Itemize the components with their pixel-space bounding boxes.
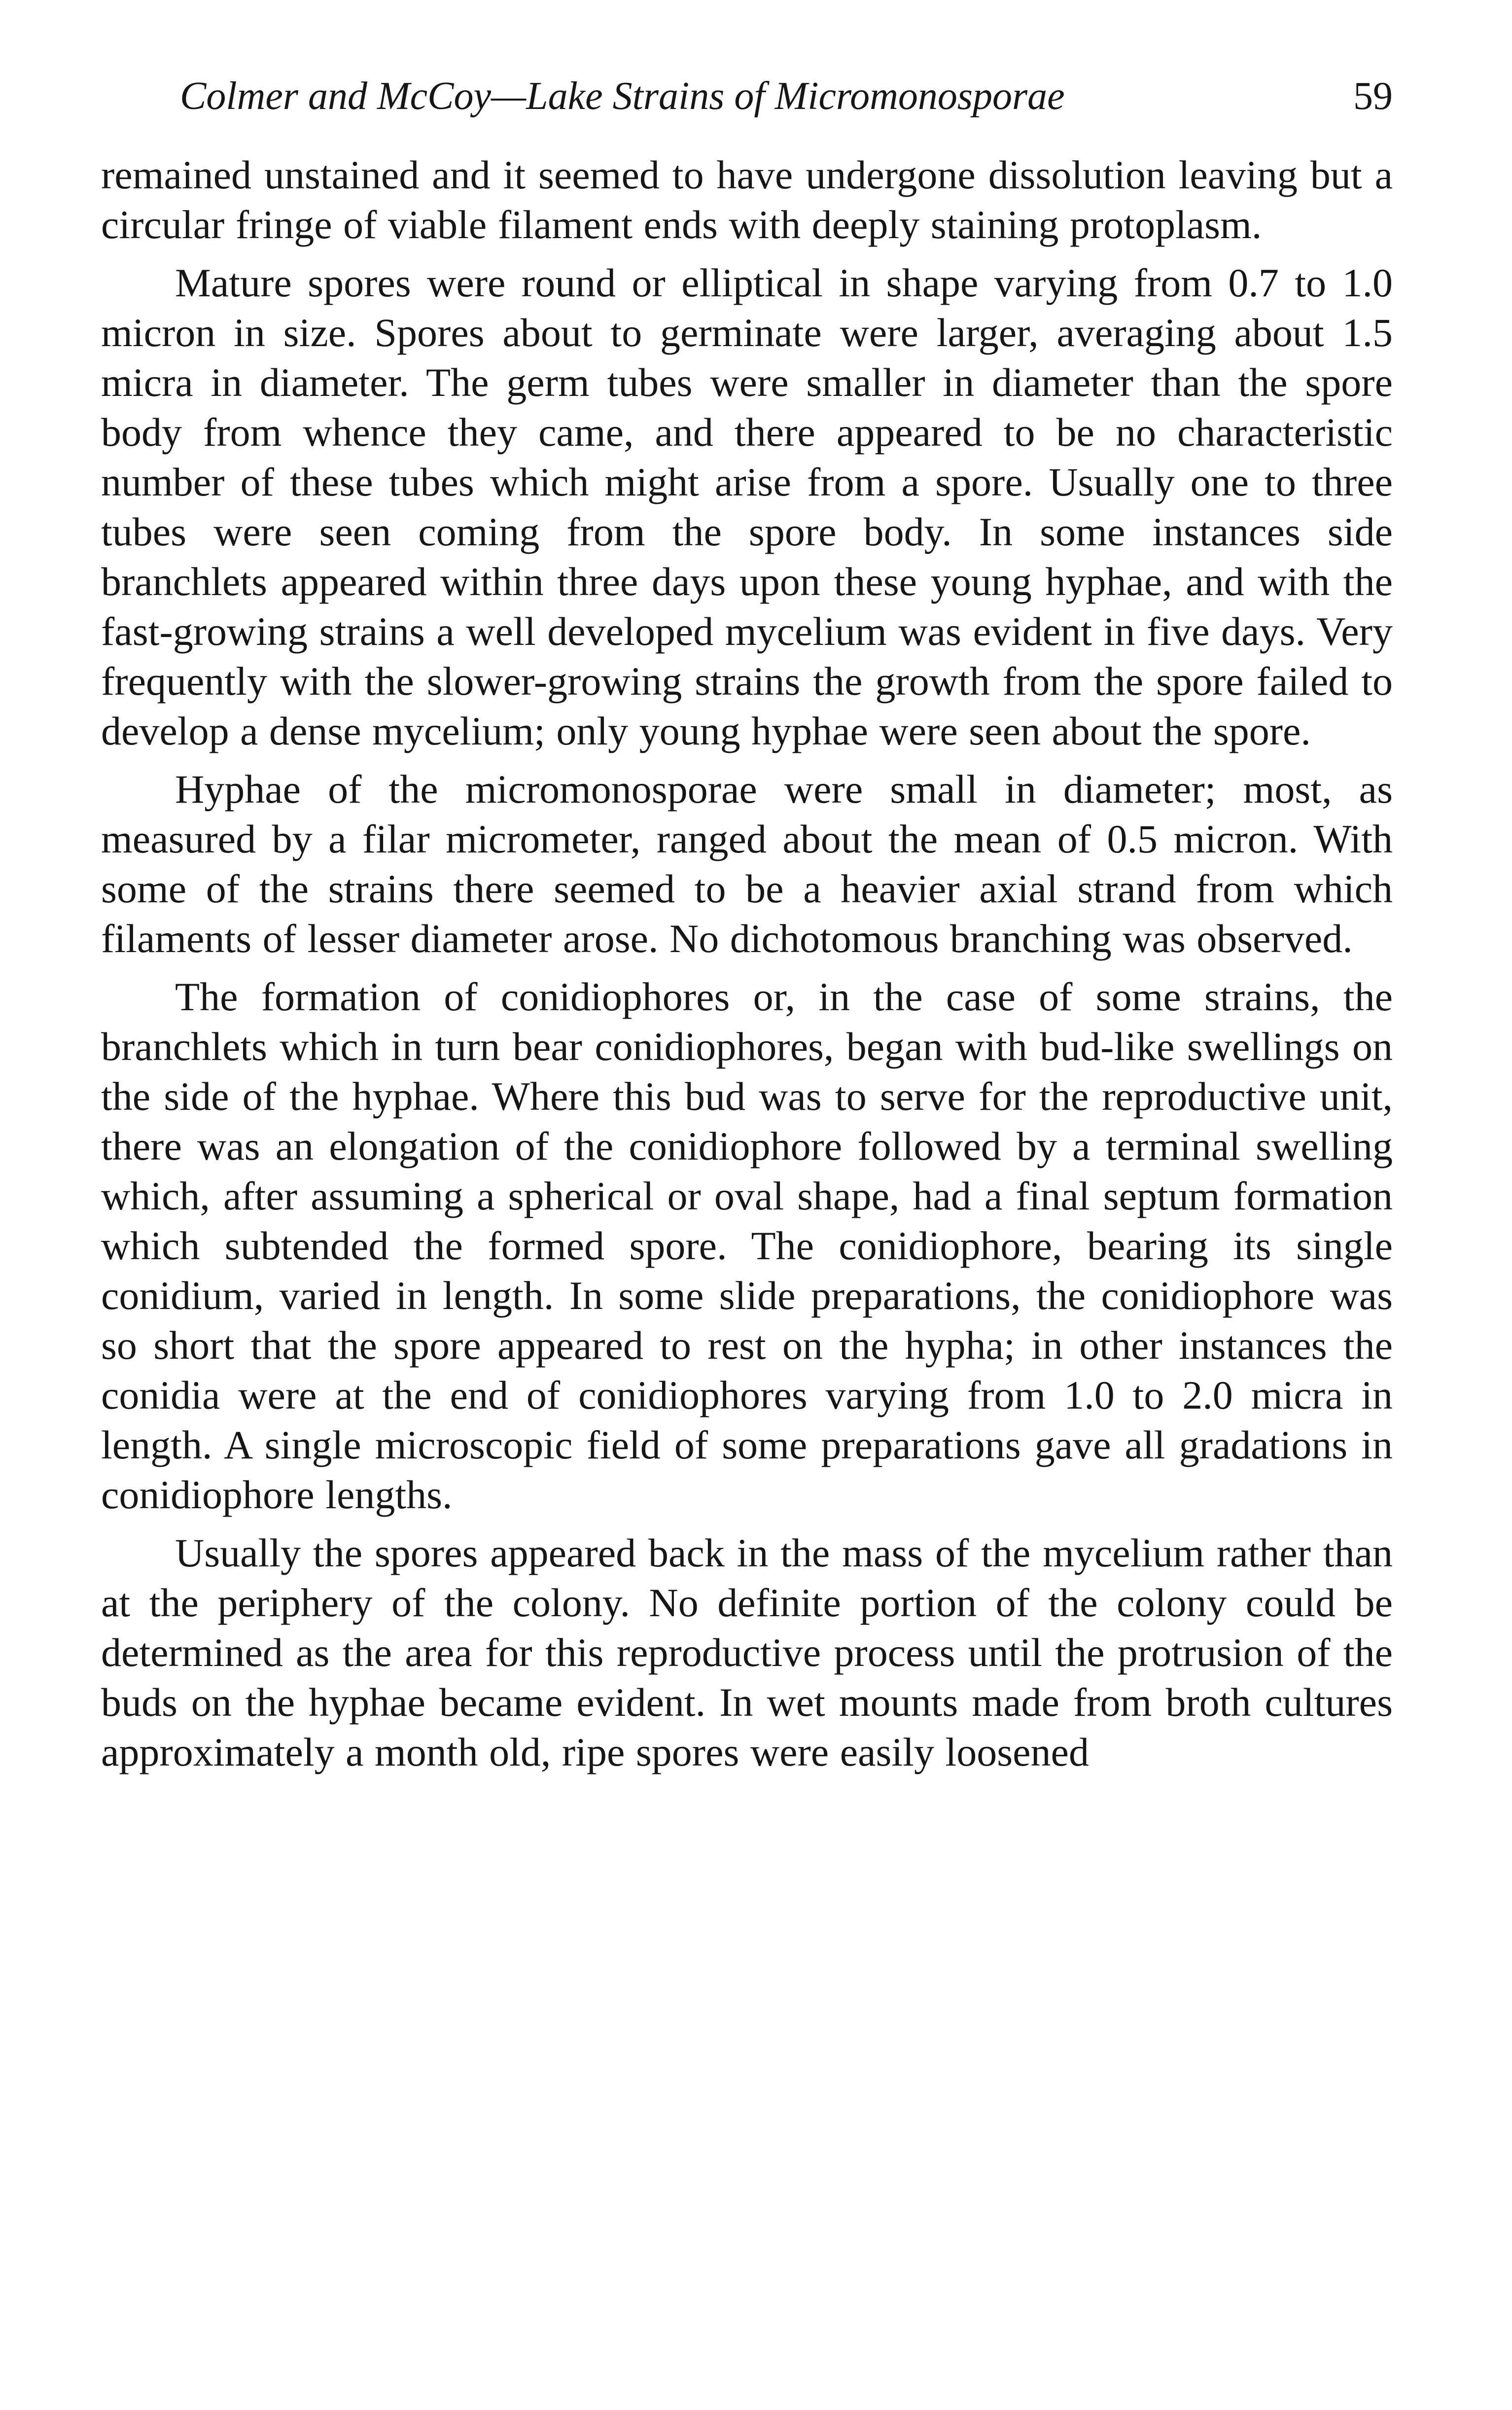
body-text: [101, 150, 1393, 1777]
running-head: [101, 74, 1393, 133]
book-page: [101, 74, 1393, 1777]
paragraph-mature-spores: Mature spores were round or elliptical in shape varying from 0.7 to 1.0 micron in size. Spores about to germinate were larger, averaging about 1.5 micra in diameter. The germ tubes were smaller in diameter than the spore body from whence they came, and there appeared to be no characteristic number of these tubes which might arise from a spore. Usually one to three tubes were seen coming from the spore body. In some instances side branchlets appeared within three days upon these young hyphae, and with the fast-growing strains a well developed mycelium was evident in five days. Very frequently with the slower-growing strains the growth from the spore failed to develop a dense mycelium; only young hyphae were seen about the spore.: [101, 260, 1393, 753]
paragraph-hyphae: Hyphae of the micromonosporae were small in diameter; most, as measured by a filar micrometer, ranged about the mean of 0.5 micron. With some of the strains there seemed to be a heavier axial strand from which filaments of lesser diameter arose. No dichotomous branching was observed.: [101, 767, 1393, 961]
page-number: 59: [1353, 74, 1393, 118]
paragraph-spore-location: Usually the spores appeared back in the mass of the mycelium rather than at the periphery of the colony. No definite portion of the colony could be determined as the area for this reproductive process until the protrusion of the buds on the hyphae became evident. In wet mounts made from broth cultures approximately a month old, ripe spores were easily loosened: [101, 1530, 1393, 1774]
paragraph-conidiophores: The formation of conidiophores or, in the case of some strains, the branchlets which in turn bear conidiophores, began with bud-like swellings on the side of the hyphae. Where this bud was to serve for the reproductive unit, there was an elongation of the conidiophore followed by a terminal swelling which, after assuming a spherical or oval shape, had a final septum formation which subtended the formed spore. The conidiophore, bearing its single conidium, varied in length. In some slide preparations, the conidiophore was so short that the spore appeared to rest on the hypha; in other instances the conidia were at the end of conidiophores varying from 1.0 to 2.0 micra in length. A single microscopic field of some preparations gave all gradations in conidiophore lengths.: [101, 974, 1393, 1517]
paragraph-continued: remained unstained and it seemed to have undergone dissolution leaving but a circular fringe of viable filament ends with deeply staining protoplasm.: [101, 152, 1393, 247]
running-title: Colmer and McCoy—Lake Strains of Micromonosporae: [180, 74, 1065, 118]
